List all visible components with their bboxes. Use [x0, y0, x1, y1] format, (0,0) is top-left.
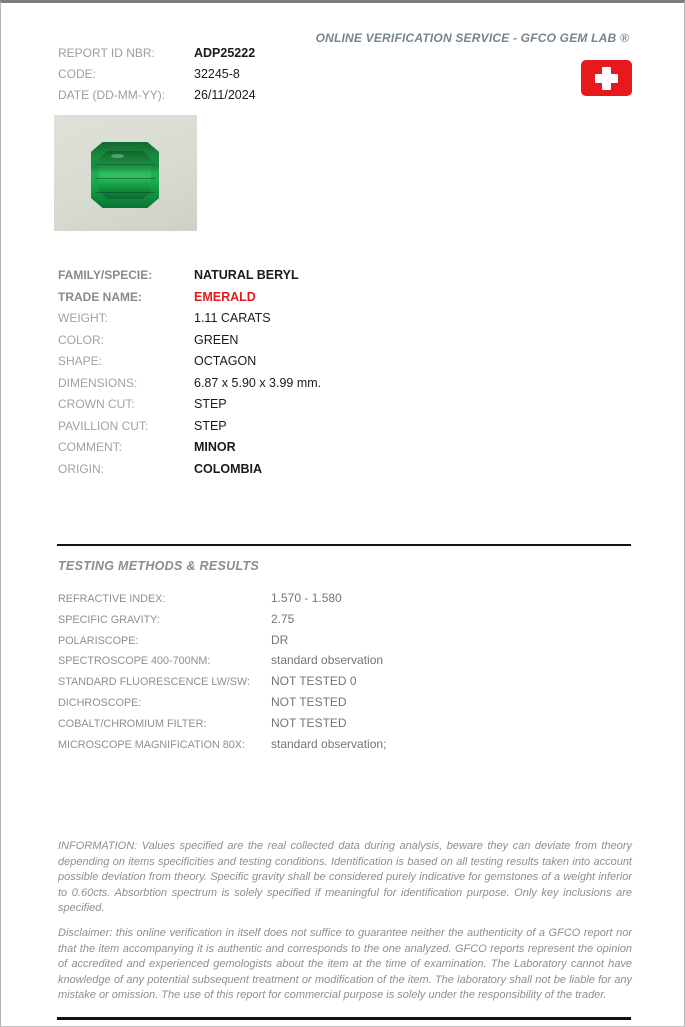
- polariscope-value: DR: [271, 632, 289, 647]
- color-value: GREEN: [194, 332, 239, 347]
- swiss-flag-icon: [581, 60, 632, 96]
- date-value: 26/11/2024: [194, 88, 256, 102]
- gem-step-facet-line: [95, 164, 155, 165]
- emerald-gem-image: [91, 142, 159, 208]
- refractive-index-value: 1.570 - 1.580: [271, 591, 342, 605]
- spectroscope-row: [58, 651, 386, 672]
- refractive-index-row: [58, 589, 386, 610]
- dichroscope-row: [58, 693, 386, 714]
- specific-gravity-value: 2.75: [271, 611, 295, 626]
- gem-step-facet-line: [95, 192, 155, 193]
- origin-row: [58, 459, 321, 481]
- testing-section-title: TESTING METHODS & RESULTS: [58, 559, 260, 573]
- origin-value: COLOMBIA: [194, 461, 263, 476]
- trade-name-value: EMERALD: [194, 289, 256, 304]
- refractive-index-label: REFRACTIVE INDEX:: [58, 593, 166, 605]
- weight-label: WEIGHT:: [58, 311, 108, 325]
- family-row: [58, 265, 321, 287]
- crown-cut-label: CROWN CUT:: [58, 397, 135, 411]
- color-row: [58, 330, 321, 352]
- dimensions-label: DIMENSIONS:: [58, 375, 138, 390]
- pavillion-cut-value: STEP: [194, 418, 227, 433]
- bottom-rule: [57, 1017, 631, 1020]
- information-paragraph: INFORMATION: Values specified are the real collected data during analysis, beware they can deviate from theory depending on items specificities and testing conditions. Identification is based on all testing results taken into account possible deviation from theory. Specific gravity shall be considered purely indicative for gemstones of a weight inferior to 0.60cts. Absorbtion spectrum is solely specified if meaningful for identification purpose. Only key inclusions are specified.: [58, 840, 632, 915]
- identification-section: [58, 265, 321, 480]
- microscope-value: standard observation;: [271, 736, 387, 751]
- gem-step-facet-line: [95, 178, 155, 179]
- testing-section: [58, 589, 386, 755]
- section-divider: [57, 544, 631, 546]
- report-id-row: [58, 43, 256, 64]
- trade-name-row: [58, 287, 321, 309]
- weight-row: [58, 308, 321, 330]
- code-label: CODE:: [58, 67, 97, 81]
- fluorescence-row: [58, 672, 386, 693]
- comment-label: COMMENT:: [58, 440, 122, 454]
- pavillion-cut-label: PAVILLION CUT:: [58, 418, 149, 433]
- gem-photo: [54, 115, 197, 231]
- code-value: 32245-8: [194, 67, 240, 81]
- color-label: COLOR:: [58, 332, 105, 347]
- spectroscope-value: standard observation: [271, 653, 384, 668]
- fluorescence-label: STANDARD FLUORESCENCE LW/SW:: [58, 676, 250, 689]
- microscope-label: MICROSCOPE MAGNIFICATION 80X:: [58, 738, 245, 751]
- dimensions-value: 6.87 x 5.90 x 3.99 mm.: [194, 375, 322, 390]
- polariscope-row: [58, 631, 386, 652]
- date-label: DATE (DD-MM-YY):: [58, 88, 166, 102]
- code-row: [58, 64, 256, 85]
- trade-name-label: TRADE NAME:: [58, 289, 142, 304]
- report-id-block: [58, 43, 256, 106]
- family-value: NATURAL BERYL: [194, 268, 299, 282]
- disclaimer-paragraph: Disclaimer: this online verification in itself does not suffice to guarantee neither the authenticity of a GFCO report nor that the item accompanying it is authentic and corresponds to the one analyzed. GFCO reports represent the opinion of accredited and experienced gemologists about the item at the time of examination. The Laboratory cannot have knowledge of any potential subsequent treatment or modification of the item. The laboratory shall not be liable for any mistake or omission. The use of this report for commercial purpose is solely under the responsibility of the trader.: [58, 927, 632, 1002]
- date-row: [58, 85, 256, 106]
- crown-cut-row: [58, 394, 321, 416]
- report-id-value: ADP25222: [194, 46, 256, 60]
- microscope-row: [58, 735, 386, 756]
- shape-value: OCTAGON: [194, 354, 257, 368]
- dichroscope-label: DICHROSCOPE:: [58, 696, 142, 709]
- swiss-cross-horizontal: [595, 74, 618, 83]
- cobalt-filter-row: [58, 714, 386, 735]
- crown-cut-value: STEP: [194, 397, 227, 411]
- report-id-label: REPORT ID NBR:: [58, 46, 155, 60]
- specific-gravity-label: SPECIFIC GRAVITY:: [58, 613, 160, 626]
- service-title: ONLINE VERIFICATION SERVICE - GFCO GEM LAB ®: [315, 31, 629, 45]
- family-label: FAMILY/SPECIE:: [58, 268, 153, 282]
- pavillion-cut-row: [58, 416, 321, 438]
- cobalt-filter-label: COBALT/CHROMIUM FILTER:: [58, 717, 207, 730]
- dimensions-row: [58, 373, 321, 395]
- shape-label: SHAPE:: [58, 354, 103, 368]
- cobalt-filter-value: NOT TESTED: [271, 715, 347, 730]
- comment-row: [58, 437, 321, 459]
- polariscope-label: POLARISCOPE:: [58, 634, 139, 647]
- fluorescence-value: NOT TESTED 0: [271, 674, 357, 689]
- spectroscope-label: SPECTROSCOPE 400-700NM:: [58, 655, 211, 668]
- origin-label: ORIGIN:: [58, 461, 105, 476]
- weight-value: 1.11 CARATS: [194, 311, 271, 325]
- shape-row: [58, 351, 321, 373]
- specific-gravity-row: [58, 610, 386, 631]
- dichroscope-value: NOT TESTED: [271, 694, 347, 709]
- comment-value: MINOR: [194, 440, 236, 454]
